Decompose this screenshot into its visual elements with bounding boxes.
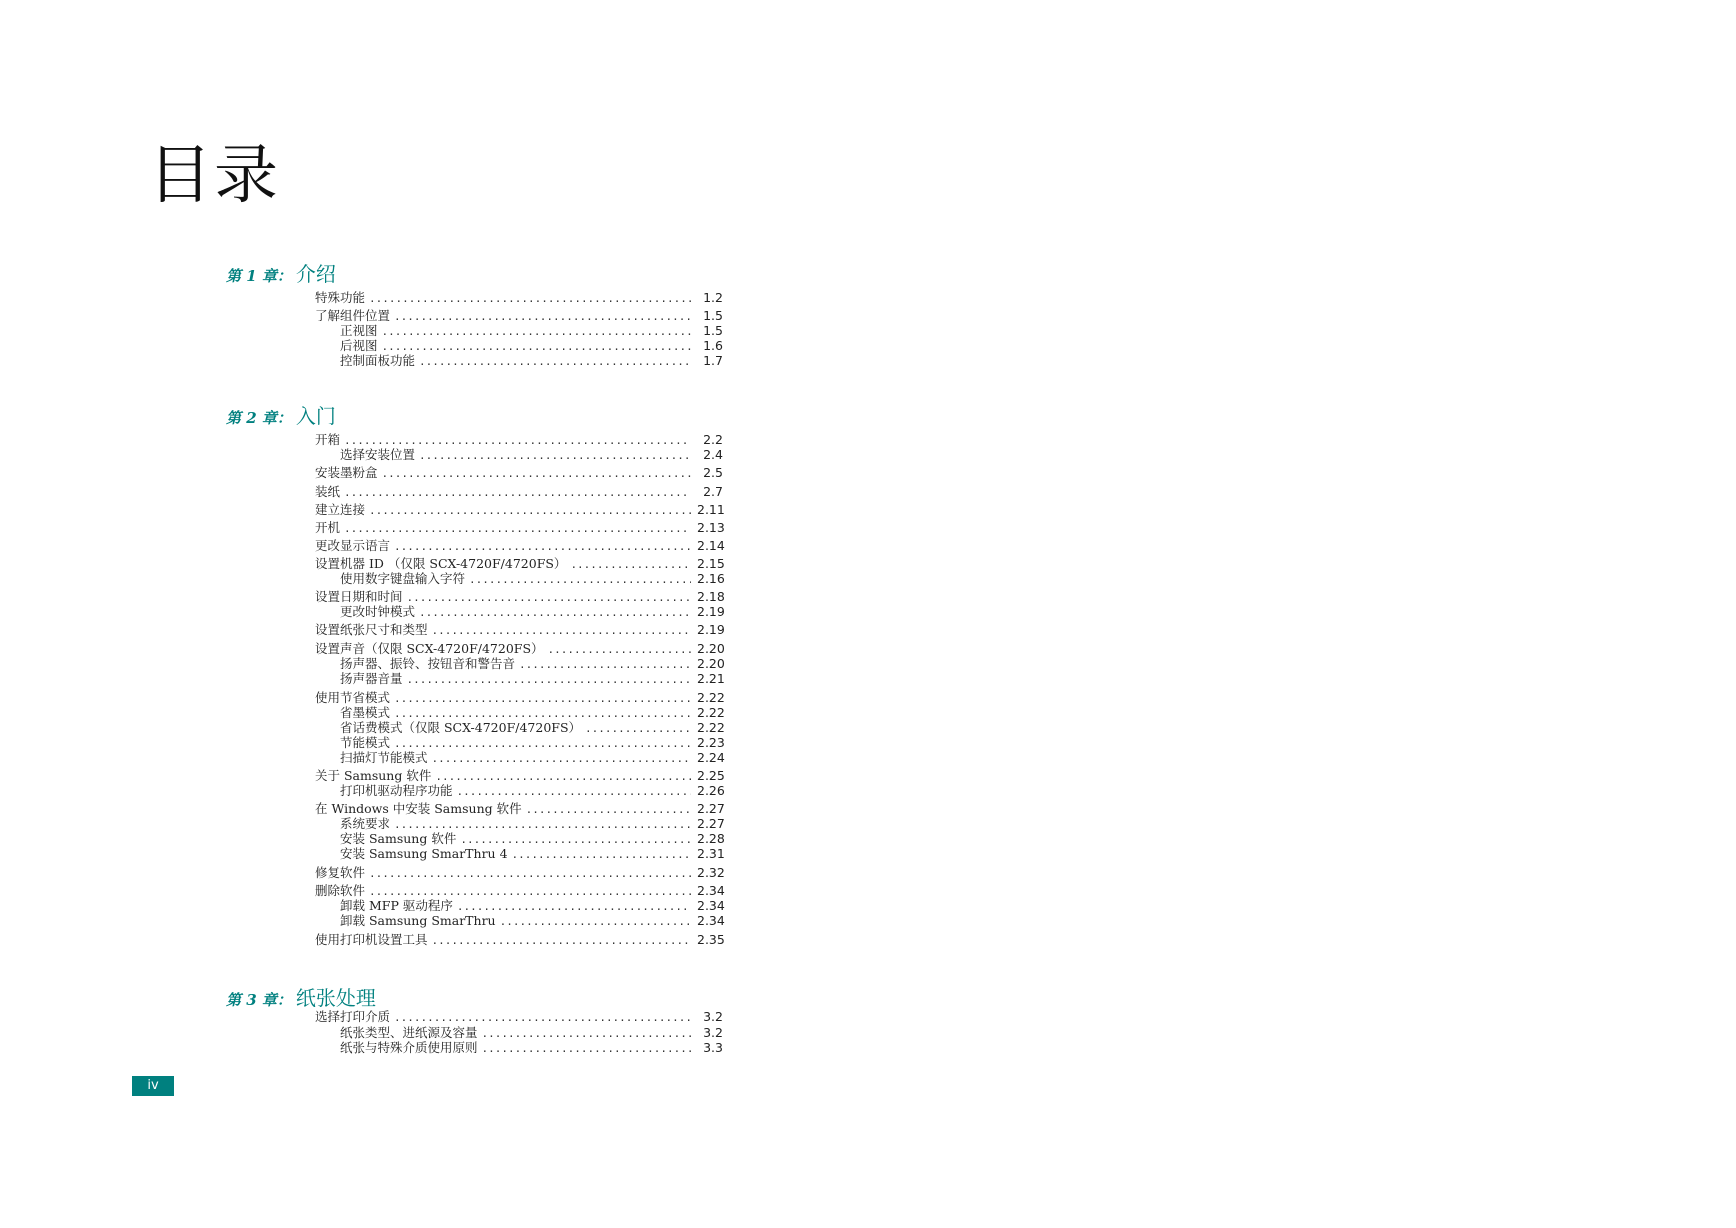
chapter-title: 入门 [295,404,336,428]
toc-entry-page: 2.22 [697,720,725,735]
toc-entry-label: 正视图 [340,323,378,338]
toc-entry[interactable] [315,768,723,784]
toc-entry-page: 2.19 [697,622,725,637]
toc-entry[interactable] [315,690,723,706]
toc-entry-label: 装纸 [315,484,341,499]
toc-entry-label: 省墨模式 [340,705,391,720]
toc-entry-page: 2.24 [697,750,725,765]
toc-entry-page: 2.5 [703,465,723,480]
toc-entry-label: 扫描灯节能模式 [340,750,428,765]
toc-entry[interactable] [315,865,723,881]
page-number-badge: iv [132,1076,174,1096]
toc-entry-page: 2.13 [697,520,725,535]
toc-subentry[interactable] [340,656,723,672]
toc-subentry[interactable] [340,705,723,721]
toc-entry-label: 打印机驱动程序功能 [340,783,453,798]
dot-leader [407,672,691,688]
chapter-title: 纸张处理 [295,986,376,1010]
toc-subentry[interactable] [340,353,723,369]
toc-subentry[interactable] [340,671,723,687]
toc-entry-page: 2.34 [697,913,725,928]
toc-entry-page: 2.18 [697,589,725,604]
toc-entry-label: 选择打印介质 [315,1009,391,1024]
chapter-heading[interactable] [226,982,376,1012]
toc-entry[interactable] [315,290,723,306]
chapter-title: 介绍 [295,262,336,286]
toc-entry-label: 使用打印机设置工具 [315,932,428,947]
page-title: 目录 [148,139,280,213]
dot-leader [500,914,691,930]
toc-entry[interactable] [315,308,723,324]
toc-entry-label: 省话费模式（仅限 SCX-4720F/4720FS） [340,720,582,735]
toc-entry-label: 卸载 MFP 驱动程序 [340,898,453,913]
toc-subentry[interactable] [340,1025,723,1041]
toc-subentry[interactable] [340,783,723,799]
dot-leader [344,485,691,501]
toc-entry[interactable] [315,432,723,448]
toc-entry[interactable] [315,622,723,638]
toc-subentry[interactable] [340,735,723,751]
chapter-heading[interactable] [226,258,336,288]
toc-subentry[interactable] [340,720,723,736]
toc-entry-label: 在 Windows 中安装 Samsung 软件 [315,801,522,816]
toc-entry-page: 2.25 [697,768,725,783]
dot-leader [344,521,691,537]
toc-entry-page: 2.15 [697,556,725,571]
toc-entry-label: 选择安装位置 [340,447,416,462]
toc-entry-page: 2.19 [697,604,725,619]
toc-entry-page: 2.2 [703,432,723,447]
toc-entry-label: 控制面板功能 [340,353,416,368]
dot-leader [432,623,691,639]
toc-entry-label: 安装 Samsung 软件 [340,831,457,846]
toc-entry[interactable] [315,538,723,554]
toc-entry[interactable] [315,1009,723,1025]
toc-entry-label: 修复软件 [315,865,366,880]
toc-entry-page: 1.2 [703,290,723,305]
toc-entry-label: 纸张类型、进纸源及容量 [340,1025,478,1040]
toc-entry-label: 安装墨粉盒 [315,465,378,480]
toc-entry-page: 2.22 [697,690,725,705]
toc-entry-label: 后视图 [340,338,378,353]
dot-leader [369,291,691,307]
toc-entry[interactable] [315,883,723,899]
chapter-number: 第 1 章： [226,267,292,285]
toc-subentry[interactable] [340,447,723,463]
toc-entry-label: 使用数字键盘输入字符 [340,571,466,586]
dot-leader [512,847,691,863]
toc-entry-label: 设置日期和时间 [315,589,403,604]
toc-entry[interactable] [315,502,723,518]
toc-subentry[interactable] [340,571,723,587]
toc-entry-label: 特殊功能 [315,290,366,305]
toc-entry-label: 节能模式 [340,735,391,750]
toc-entry[interactable] [315,589,723,605]
toc-subentry[interactable] [340,898,723,914]
toc-entry-label: 了解组件位置 [315,308,391,323]
toc-entry-label: 卸载 Samsung SmarThru [340,913,496,928]
toc-entry-page: 2.16 [697,571,725,586]
toc-entry-page: 2.31 [697,846,725,861]
toc-entry-label: 更改时钟模式 [340,604,416,619]
dot-leader [369,503,691,519]
toc-entry-page: 1.5 [703,323,723,338]
dot-leader [369,866,691,882]
toc-entry[interactable] [315,484,723,500]
toc-subentry[interactable] [340,913,723,929]
toc-entry-label: 纸张与特殊介质使用原则 [340,1040,478,1055]
toc-entry-page: 2.7 [703,484,723,499]
toc-entry-page: 2.27 [697,816,725,831]
toc-subentry[interactable] [340,846,723,862]
toc-entry-label: 设置纸张尺寸和类型 [315,622,428,637]
dot-leader [432,933,691,949]
toc-entry-page: 3.3 [703,1040,723,1055]
dot-leader [419,354,691,370]
toc-entry-page: 1.5 [703,308,723,323]
toc-entry-page: 2.4 [703,447,723,462]
dot-leader [469,572,691,588]
toc-entry[interactable] [315,641,723,657]
toc-subentry[interactable] [340,816,723,832]
toc-entry-label: 更改显示语言 [315,538,391,553]
toc-entry-page: 2.11 [697,502,725,517]
chapter-heading[interactable] [226,400,336,430]
chapter-number: 第 3 章： [226,991,292,1009]
toc-entry-page: 3.2 [703,1009,723,1024]
toc-entry-label: 删除软件 [315,883,366,898]
toc-entry-page: 2.27 [697,801,725,816]
toc-entry-page: 2.20 [697,641,725,656]
toc-entry-label: 开机 [315,520,341,535]
toc-subentry[interactable] [340,604,723,620]
toc-entry[interactable] [315,932,723,948]
toc-entry-page: 2.34 [697,898,725,913]
toc-entry-label: 设置声音（仅限 SCX-4720F/4720FS） [315,641,544,656]
dot-leader [419,605,691,621]
toc-entry-page: 2.32 [697,865,725,880]
toc-entry-label: 设置机器 ID （仅限 SCX-4720F/4720FS） [315,556,567,571]
toc-entry-label: 系统要求 [340,816,391,831]
toc-entry[interactable] [315,520,723,536]
toc-entry-page: 2.26 [697,783,725,798]
toc-subentry[interactable] [340,323,723,339]
toc-entry-page: 2.14 [697,538,725,553]
dot-leader [457,784,691,800]
toc-subentry[interactable] [340,831,723,847]
toc-entry-page: 3.2 [703,1025,723,1040]
toc-subentry[interactable] [340,338,723,354]
toc-entry-page: 1.7 [703,353,723,368]
toc-entry-page: 2.20 [697,656,725,671]
toc-entry-page: 2.34 [697,883,725,898]
dot-leader [432,751,691,767]
dot-leader [394,1010,691,1026]
toc-entry[interactable] [315,465,723,481]
toc-entry-label: 安装 Samsung SmarThru 4 [340,846,508,861]
toc-entry-label: 扬声器音量 [340,671,403,686]
toc-subentry[interactable] [340,1040,723,1056]
toc-entry-page: 1.6 [703,338,723,353]
toc-entry-label: 关于 Samsung 软件 [315,768,432,783]
toc-entry-page: 2.35 [697,932,725,947]
chapter-number: 第 2 章： [226,409,292,427]
toc-entry-label: 使用节省模式 [315,690,391,705]
toc-entry-page: 2.21 [697,671,725,686]
toc-entry-label: 建立连接 [315,502,366,517]
toc-entry-page: 2.28 [697,831,725,846]
toc-entry-label: 开箱 [315,432,341,447]
toc-entry-page: 2.23 [697,735,725,750]
toc-subentry[interactable] [340,750,723,766]
dot-leader [419,448,691,464]
toc-entry-label: 扬声器、振铃、按钮音和警告音 [340,656,516,671]
dot-leader [482,1041,691,1057]
toc-entry[interactable] [315,556,723,572]
dot-leader [382,466,691,482]
toc-entry-page: 2.22 [697,705,725,720]
toc-entry[interactable] [315,801,723,817]
dot-leader [394,539,691,555]
